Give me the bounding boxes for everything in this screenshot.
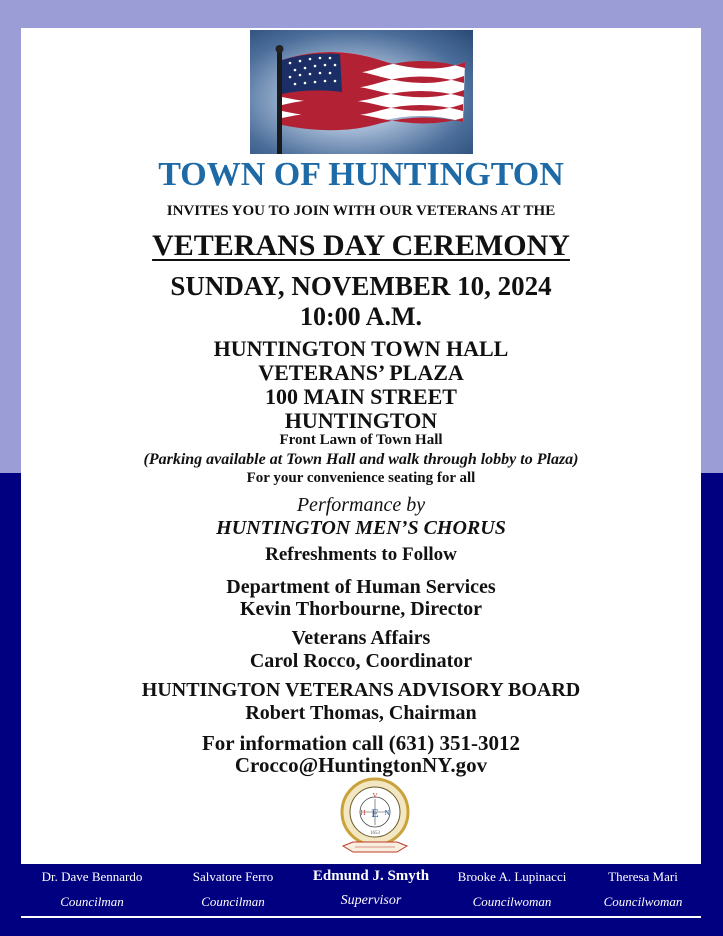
official-title: Councilwoman bbox=[603, 894, 683, 909]
sponsor-person-1: Kevin Thorbourne, Director bbox=[239, 598, 483, 620]
performance-group: HUNTINGTON MEN’S CHORUS bbox=[216, 517, 506, 539]
svg-text:V: V bbox=[372, 792, 378, 800]
official-3 bbox=[296, 864, 446, 909]
sponsor-org-1: Department of Human Services bbox=[226, 576, 496, 598]
event-time: 10:00 A.M. bbox=[299, 302, 423, 331]
flyer-panel bbox=[21, 28, 701, 864]
official-name: Edmund J. Smyth bbox=[312, 868, 430, 884]
location-line-5: Front Lawn of Town Hall bbox=[279, 432, 443, 448]
town-title: TOWN OF HUNTINGTON bbox=[158, 156, 564, 193]
location-line-3: 100 MAIN STREET bbox=[265, 384, 457, 409]
location-line-1: HUNTINGTON TOWN HALL bbox=[213, 336, 509, 361]
footer-divider bbox=[21, 916, 701, 918]
official-name: Theresa Mari bbox=[608, 869, 678, 884]
location-line-4: HUNTINGTON bbox=[284, 408, 438, 433]
contact-email[interactable]: Crocco@HuntingtonNY.gov bbox=[234, 753, 488, 777]
official-2 bbox=[158, 864, 308, 910]
american-flag-photo bbox=[250, 30, 473, 154]
official-5 bbox=[568, 864, 718, 910]
svg-text:E: E bbox=[371, 806, 379, 820]
svg-text:H: H bbox=[360, 809, 366, 817]
official-title: Councilman bbox=[201, 894, 265, 909]
svg-text:N: N bbox=[384, 809, 390, 817]
official-title: Councilwoman bbox=[472, 894, 552, 909]
official-title: Supervisor bbox=[340, 893, 402, 908]
official-name: Salvatore Ferro bbox=[192, 869, 274, 884]
svg-text:1653: 1653 bbox=[370, 831, 380, 836]
official-name: Brooke A. Lupinacci bbox=[457, 869, 567, 884]
sponsor-org-3: HUNTINGTON VETERANS ADVISORY BOARD bbox=[141, 679, 581, 701]
location-line-2: VETERANS’ PLAZA bbox=[258, 360, 464, 385]
town-seal-emblem bbox=[333, 776, 417, 860]
official-title: Councilman bbox=[60, 894, 124, 909]
officials-footer bbox=[0, 864, 723, 936]
official-4 bbox=[437, 864, 587, 910]
seating-note: For your convenience seating for all bbox=[246, 470, 476, 486]
event-title: VETERANS DAY CEREMONY bbox=[152, 229, 570, 262]
official-name: Dr. Dave Bennardo bbox=[41, 869, 143, 884]
parking-note: (Parking available at Town Hall and walk through lobby to Plaza) bbox=[143, 451, 579, 468]
official-1 bbox=[17, 864, 167, 910]
sponsor-person-2: Carol Rocco, Coordinator bbox=[249, 650, 473, 672]
performance-intro: Performance by bbox=[296, 494, 426, 516]
contact-phone: For information call (631) 351-3012 bbox=[201, 731, 521, 755]
refreshments-note: Refreshments to Follow bbox=[265, 544, 457, 565]
invite-line: INVITES YOU TO JOIN WITH OUR VETERANS AT THE bbox=[166, 203, 556, 219]
sponsor-person-3: Robert Thomas, Chairman bbox=[245, 702, 477, 724]
sponsor-org-2: Veterans Affairs bbox=[291, 627, 431, 649]
event-date: SUNDAY, NOVEMBER 10, 2024 bbox=[170, 271, 552, 301]
